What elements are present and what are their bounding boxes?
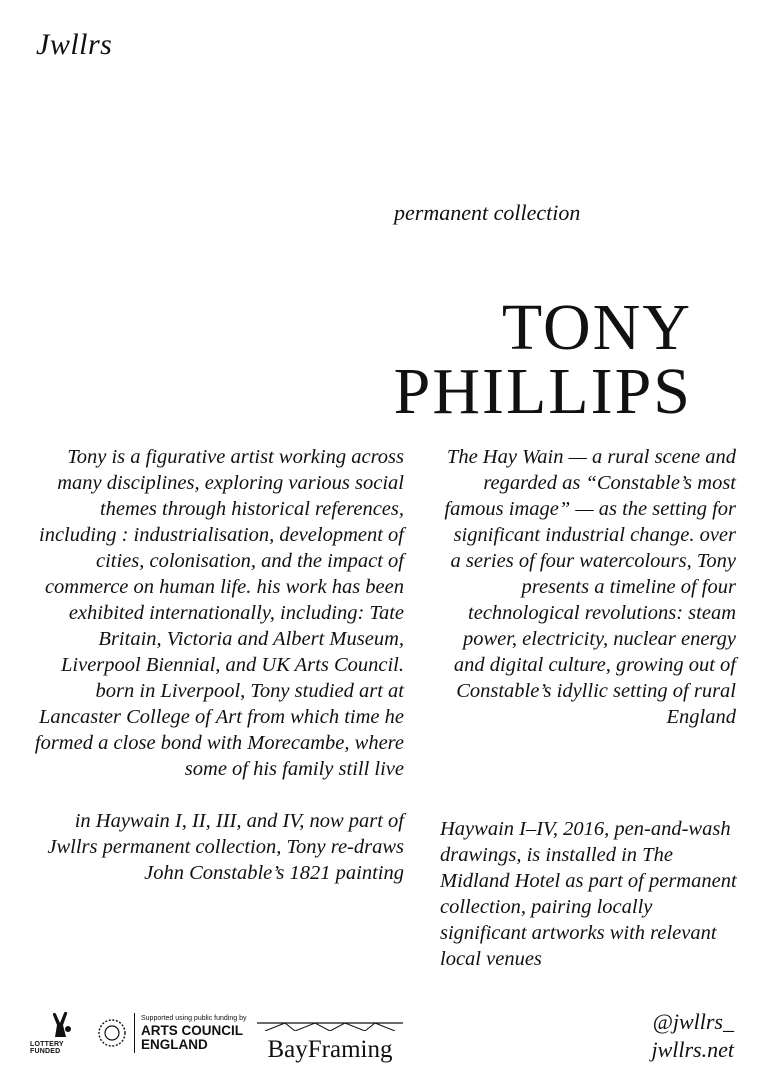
arts-council-name-line1: ARTS COUNCIL	[141, 1022, 243, 1038]
haywain-intro-paragraph: in Haywain I, II, III, and IV, now part of Jwllrs permanent collection, Tony re-draws John Constable’s 1821 painting	[47, 810, 404, 884]
collection-subtitle: permanent collection	[394, 200, 581, 225]
bay-framing-arch-icon	[255, 1017, 405, 1031]
social-handle-link[interactable]: @jwllrs_	[652, 1009, 734, 1034]
arts-council-logo	[141, 1015, 246, 1052]
bay-framing-text: BayFraming	[267, 1036, 393, 1063]
left-column	[30, 444, 404, 886]
lottery-funded-logo	[30, 1011, 92, 1055]
arts-council-circle-icon	[96, 1017, 128, 1049]
artist-bio-paragraph: Tony is a figurative artist working across many disciplines, exploring various social themes through historical references, including : industrialisation, development of cities, colonisation, and the impact of commerce on human life. his work has been exhibited internationally, including: Tate Britain, Victoria and Albert Museum, Liverpool Biennial, and UK Arts Council. born in Liverpool, Tony studied art at Lancaster College of Art from which time he formed a close bond with Morecambe, where some of his family still live	[34, 446, 404, 780]
arts-council-name-line2: ENGLAND	[141, 1036, 208, 1052]
contact-info	[651, 1008, 734, 1064]
arts-council-support-text: Supported using public funding by	[141, 1014, 247, 1022]
website-link[interactable]: jwllrs.net	[651, 1037, 734, 1062]
crossed-fingers-icon	[46, 1011, 76, 1039]
hay-wain-paragraph: The Hay Wain — a rural scene and regarded as “Constable’s most famous image” — as the setting for significant industrial change. over a series of four watercolours, Tony presents a timeline of four technological revolutions: steam power, electricity, nuclear energy and digital culture, growing out of Constable’s idyllic setting of rural England	[444, 446, 736, 728]
lottery-funded-text: LOTTERY FUNDED	[30, 1041, 64, 1055]
funding-logos	[30, 1008, 246, 1058]
artist-name	[292, 291, 692, 429]
right-column	[440, 444, 736, 730]
arts-council-divider	[134, 1013, 135, 1053]
artist-name-line1: TONY	[501, 291, 692, 365]
brand-logo: Jwllrs	[36, 28, 113, 61]
artist-name-line2: PHILLIPS	[393, 355, 692, 429]
artwork-caption: Haywain I–IV, 2016, pen-and-wash drawings, is installed in The Midland Hotel as part of permanent collection, pairing locally significant artworks with relevant local venues	[440, 818, 737, 970]
bay-framing-logo	[255, 1016, 405, 1065]
